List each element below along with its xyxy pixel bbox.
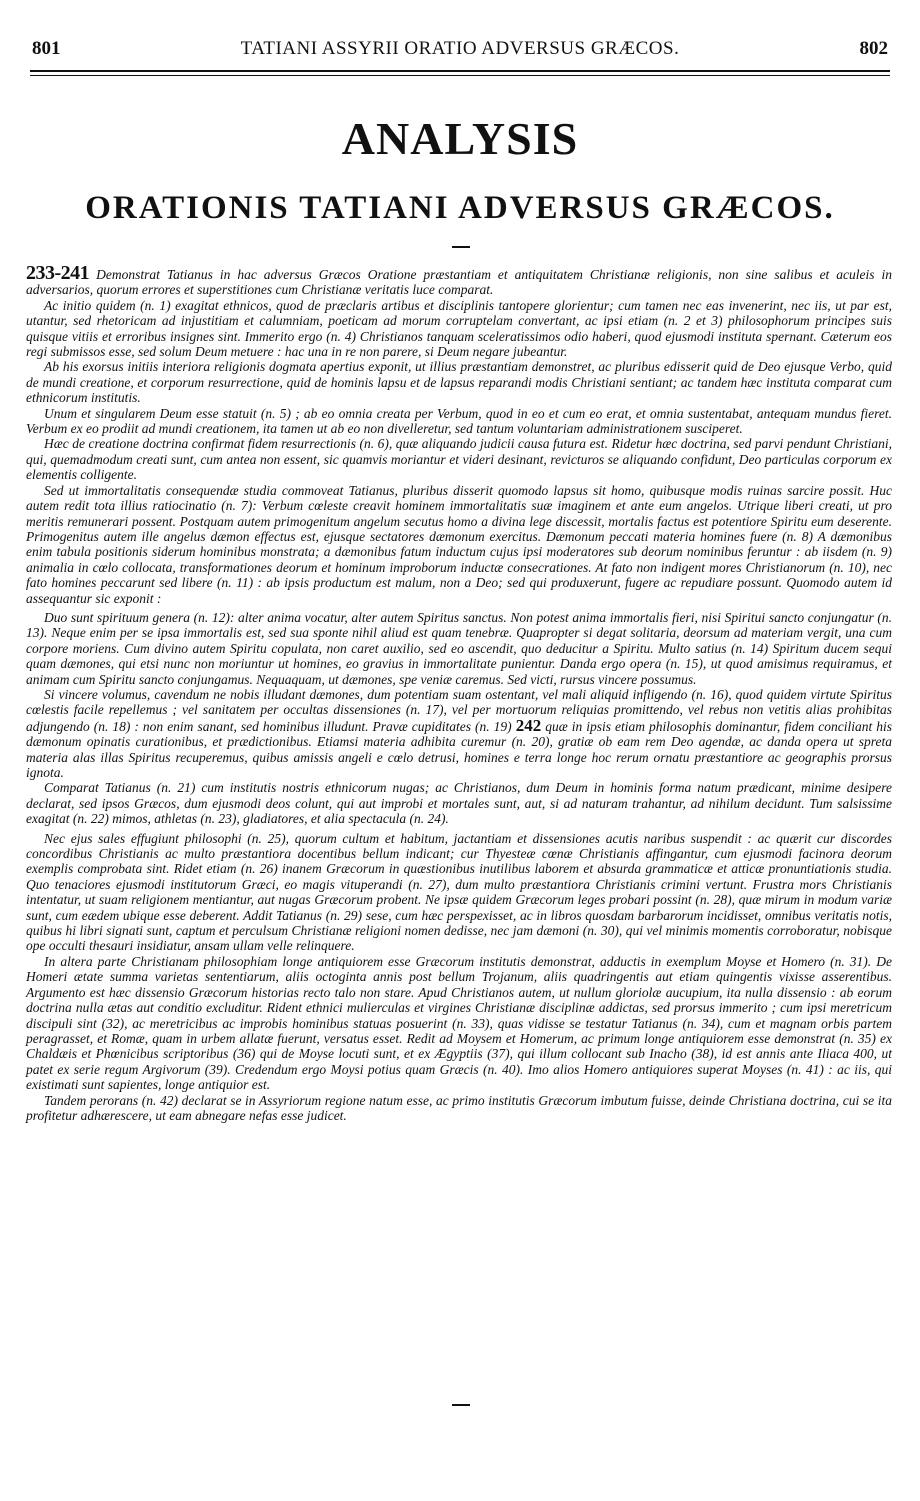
paragraph-text: Demonstrat Tatianus in hac adversus Græcos Oratione præstantiam et antiquitatem Christianæ religionis, non sine salibus et aculeis in adversarios, quorum errores et superstitiones cum Christianæ veritatis luce comparat. bbox=[26, 267, 892, 298]
running-title: TATIANI ASSYRII ORATIO ADVERSUS GRÆCOS. bbox=[240, 38, 680, 59]
running-head bbox=[28, 38, 892, 62]
paragraph-1 bbox=[26, 262, 892, 298]
paragraph-3: Ab his exorsus initiis interiora religionis dogmata apertius exponit, ut illius præstantiam demonstret, ac pluribus edisserit quid de Deo ejusque Verbo, quid de mundi creatione, et corporum resurrectione, quid de hominis lapsu et de lapsus reparandi modis Christiani sentiant; ac tandem hæc instituta comparat cum ethnicorum institutis. bbox=[26, 359, 892, 406]
paragraph-9: Comparat Tatianus (n. 21) cum institutis nostris ethnicorum nugas; ac Christianos, dum Deum in hominis forma natum prædicant, minime desipere declarat, sed ipsos Græcos, dum ejusmodi deos colunt, qui aut improbi et mortales sunt, aut, si ad naturam trahantur, ad nihilum decidunt. Tum salsissime exagitat (n. 22) mimos, athletas (n. 23), gladiatores, et alia spectacula (n. 24). bbox=[26, 780, 892, 827]
paragraph-5: Hæc de creatione doctrina confirmat fidem resurrectionis (n. 6), quæ aliquando judicii causa futura est. Ridetur hæc doctrina, sed parvi pendunt Christiani, qui, quemadmodum creati sunt, cum antea non essent, sic quamvis moriantur et videri desinant, revicturos se aliquando confidunt, Deo particulas corporum ex elementis colligente. bbox=[26, 436, 892, 483]
right-column-number: 802 bbox=[859, 38, 888, 59]
header-rule-thin bbox=[30, 75, 890, 76]
sub-title: ORATIONIS TATIANI ADVERSUS GRÆCOS. bbox=[85, 190, 835, 226]
paragraph-6: Sed ut immortalitatis consequendæ studia commoveat Tatianus, pluribus disserit quomodo lapsus sit homo, quibusque modis ruinas sarcire possit. Huc autem redit tota illius ratiocinatio (n. 7): Verbum cœleste creavit hominem immortalitatis suæ imaginem et ante eum angelos. Utrique liberi creati, ut pro meritis remunerari possent. Postquam autem primogenitum angelum secutus homo a divina lege discessit, mortalis factus est potentiore Spiritu eum deserente. Primogenitus autem ille angelus dæmon effectus est, ejusque sectatores dæmonum exercitus. Dæmonum peccati materia homines fuere (n. 8) A dæmonibus enim tabula positionis siderum hominibus monstrata; a dæmonibus fatum inductum cujus ipsi moderatores sub deorum nominibus feruntur : ab iisdem (n. 9) animalia in cœlo collocata, transformationes deorum et hominum improborum inductæ consecrationes. At fato non indigent mores Christianorum (n. 10), nec fato homines peccarunt sed libere (n. 11) : ab ipsis productum est malum, non a Deo; sed qui produxerunt, fugere ac repudiare possunt. Quomodo autem id assequantur sic exponit : bbox=[26, 482, 892, 606]
paragraph-text: Si vincere volumus, cavendum ne nobis illudant dæmones, dum potentiam suam ostentant, vel mali aliquid infligendo (n. 16), quod quidem virtute Spiritus cœlestis facile repellemus ; vel sanitatem per occultas dissensiones (n. 17), vel per mortuorum reliquias promittendo, vel rebus non vetitis alias prohibitas adjungendo (n. 18) : non enim sanant, sed hominibus illudunt. Pravæ cupiditates (n. 19) bbox=[26, 686, 892, 734]
inline-reference-number: 242 bbox=[515, 715, 542, 735]
paragraph-7: Duo sunt spirituum genera (n. 12): alter anima vocatur, alter autem Spiritus sanctus. Non potest anima immortalis fieri, nisi Spiritui sancto conjungatur (n. 13). Neque enim per se ipsa immortalis est, sed sua sponte nihil aliud est quam tenebræ. Quapropter si degat solitaria, deorsum ad materiam vergit, una cum corpore moriens. Cum divino autem Spiritu copulata, non caret auxilio, sed eo ascendit, quo deducitur a Spiritu. Multo satius (n. 14) Spiritum ducem sequi quam dæmones, qui etsi nunc non moriuntur ut homines, eo gravius in immortalitate punientur. Danda ergo opera (n. 15), ut quod amisimus requiramus, et animam cum Spiritu sancto conjungamus. Nequaquam, ut dæmones, spe veniæ caremus. Sed victi, rursus vincere possumus. bbox=[26, 609, 892, 687]
paragraph-text: quæ in ipsis etiam philosophis dominantur, fidem conciliant his dæmonum opinatis curationibus, et prædictionibus. Etiamsi materia adhibita curemur (n. 20), gratiæ ob eam rem Deo agendæ, ac danda opera ut spreta materia alas illas Spiritus recuperemus, quibus amissis angeli e cœlo detrusi, homines e terra longe hoc rerum ornatu præstantiore ac geographis prorsus ignota. bbox=[26, 718, 892, 780]
end-separator-dash bbox=[452, 1404, 470, 1406]
header-rule-thick bbox=[30, 70, 890, 72]
paragraph-4: Unum et singularem Deum esse statuit (n. 5) ; ab eo omnia creata per Verbum, quod in eo et cum eo erat, et omnia sustentabat, antequam mundus fieret. Verbum ex eo prodiit ad mundi creationem, ita tamen ut ab eo non divelleretur, sed tantum voluntariam administrationem susciperet. bbox=[26, 405, 892, 437]
left-column-number: 801 bbox=[32, 38, 61, 59]
paragraph-8 bbox=[26, 687, 892, 780]
paragraph-2: Ac initio quidem (n. 1) exagitat ethnicos, quod de præclaris artibus et disciplinis tantopere glorientur; cum tamen nec eas invenerint, nec iis, ut par est, utantur, sed rhetoricam ad injustitiam et calumniam, poeticam ad morum corruptelam convertant, ac ipsi etiam (n. 2 et 3) philosophorum principes suis quisque vitiis et erroribus insignes sint. Immerito ergo (n. 4) Christianos tanquam sceleratissimos odio haberi, quod ejusmodi instituta spernant. Cæterum eos regi submissos esse, sed solum Deum metuere : hac una in re non parere, si Deum negare jubeantur. bbox=[26, 297, 892, 360]
paragraph-10: Nec ejus sales effugiunt philosophi (n. 25), quorum cultum et habitum, jactantiam et dissensiones acutis naribus suspendit : ac quærit cur discordes concordibus Christianis ac multo præstantiora docentibus bellum indicant; cur Thyesteæ cœnæ Christianis affingantur, cum ejusmodi facinora deorum exemplis comprobata sint. Ridet etiam (n. 26) inanem Græcorum in quæstionibus inutilibus laborem et absurda grammaticæ et atticæ pronuntiationis studia. Quo tenaciores ejusmodi institutorum Græci, eo magis vituperandi (n. 27), dum multo præstantiora Christianis crimini vertunt. Frustra mors Christianis intentatur, ut suam religionem mentiantur, aut nugas Græcorum probent. Ne ipsæ quidem Græcorum leges probari possint (n. 28), quæ mirum in modum variæ sunt, cum eædem ubique esse deberent. Addit Tatianus (n. 29) sese, cum hæc perspexisset, ac in libros quosdam barbarorum incidisset, omnibus veritatis notis, quibus hi libri signati sunt, captum et perculsum Christianæ religioni nomen dedisse, nec jam dæmoni (n. 30), qui vel minimis momentis corroboratur, nobisque ope occulti thesauri insidiatur, ansam ullam velle relinquere. bbox=[26, 830, 892, 954]
title-separator-dash bbox=[452, 246, 470, 248]
paragraph-11: In altera parte Christianam philosophiam longe antiquiorem esse Græcorum institutis demonstrat, adductis in exemplum Moyse et Homero (n. 31). De Homeri ætate summa varietas sententiarum, aliis octoginta annis post bellum Trojanum, aliis quadringentis aut etiam quingentis vixisse asserentibus. Argumento est hæc dissensio Græcorum historias recto talo non stare. Apud Christianos autem, ut nullum gloriolæ aucupium, ita nulla dissensio : ab eorum doctrina nulla ætas aut conditio excluditur. Rident ethnici mulierculas et virgines Christianæ disciplinæ addictas, sed prorsus immerito ; cum ipsi meretricum discipuli sint (32), ac meretricibus ac improbis hominibus statuas posuerint (n. 33), quas vidisse se testatur Tatianus (n. 34), cum et magnam orbis partem peragrasset, et Romæ, quam in urbem allatæ fuerunt, versatus esset. Redit ad Moysem et Homerum, ac primum longe antiquiorem esse demonstrat (n. 35) ex Chaldæis et Phœnicibus scriptoribus (36) qui de Moyse locuti sunt, et ex Ægyptiis (37), qui illum collocant sub Inacho (38), id est annis ante Iliaca 400, ut patet ex serie regum Argivorum (39). Credendum ergo Moysi potius quam Græcis (n. 40). Imo alios Homero antiquiores superat Moyses (n. 41) : ac iis, qui existimati sunt sapientes, longe antiquior est. bbox=[26, 953, 892, 1093]
margin-reference-number: 233-241 bbox=[26, 262, 90, 284]
paragraph-12: Tandem perorans (n. 42) declarat se in Assyriorum regione natum esse, ac primo institutis Græcorum imbutum fuisse, deinde Christiana doctrina, cui se ita profitetur adhærescere, ut eam abnegare nefas esse judicet. bbox=[26, 1092, 892, 1123]
main-title: ANALYSIS bbox=[341, 113, 579, 164]
analysis-text bbox=[26, 262, 892, 1123]
